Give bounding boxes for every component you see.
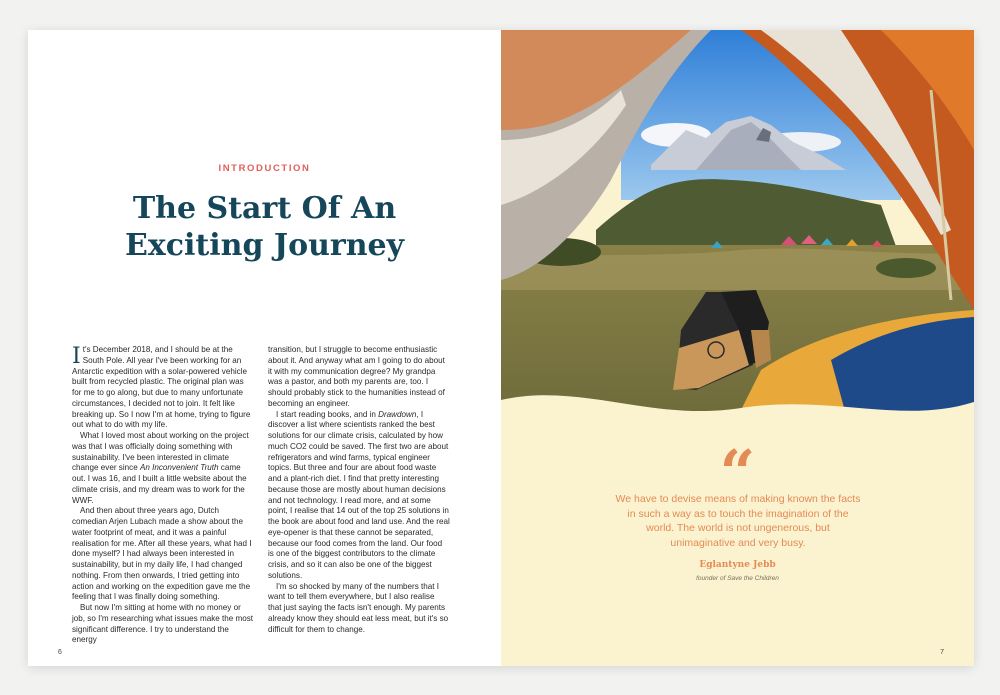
quote-mark-icon: “ [719, 436, 756, 509]
title-line-2: Exciting Journey [124, 228, 405, 263]
section-kicker: INTRODUCTION [218, 163, 311, 174]
paragraph: transition, but I struggle to become enthusiastic about it. And anyway what am I going to do about it with my communication degree? My grandpa was a pastor, and both my parents are, too. I should probably stick to the humanities instead of becoming an engineer. [268, 345, 445, 408]
tent-view-photo [501, 30, 974, 430]
quote-author: Eglantyne Jebb [699, 560, 776, 570]
paragraph [72, 345, 254, 431]
paragraph [72, 431, 254, 506]
title-line-1: The Start Of An [132, 191, 397, 226]
paragraph-text: I start reading books, and in [276, 409, 379, 419]
book-title: An Inconvenient Truth [139, 463, 219, 473]
paragraph-text: What I loved most about working on the project was that I was officially doing something with sustainability. I've been interested in climate change ever since [72, 431, 249, 473]
book-title: Drawdown [378, 409, 417, 419]
page-number-right: 7 [940, 649, 944, 656]
paragraph-text: came out. I was 16, and I built a little website about the climate crisis, and my dream was to work for the WWF. [72, 463, 247, 505]
page-number-left: 6 [58, 649, 62, 656]
paragraph: But now I'm sitting at home with no money or job, so I'm researching what issues make the most significant difference. I try to understand the energy [72, 603, 254, 645]
paragraph: I'm so shocked by many of the numbers that I want to tell them everywhere, but I also realise that just saying the facts isn't enough. My parents already know they should eat less meat, but it's so difficult for them to change. [268, 581, 449, 634]
paragraph-text: t's December 2018, and I should be at the South Pole. All year I've been working for an Antarctic expedition with a solar-powered vehicle built from recycled plastic. The original plan was for me to go along, but due to many unfortunate circumstances, I decided not to join. It felt like breaking up. So I now I'm at home, trying to figure out what to do with my life. [72, 345, 251, 430]
paragraph: And then about three years ago, Dutch comedian Arjen Lubach made a show about the water footprint of meat, and it was a painful realisation for me. After all these years, what had I done myself? I had always been interested in sustainability, but in my daily life, I had changed nothing. From then onwards, I tried getting into action and working on the expedition gave me the feeling that I was finally doing something. [72, 506, 252, 602]
body-column-1 [72, 345, 254, 646]
magazine-spread [28, 30, 974, 666]
pull-quote: We have to devise means of making known the facts in such a way as to touch the imagination of the world. The world is not ungenerous, but unimaginative and very busy. [615, 493, 861, 549]
quote-author-role: founder of Save the Children [696, 575, 779, 582]
article-title [28, 190, 501, 264]
drop-cap: I [72, 344, 81, 369]
body-column-2 [268, 345, 450, 635]
paragraph [268, 410, 450, 582]
right-page [501, 30, 974, 666]
paragraph-text: , I discover a list where scientists ranked the best solutions for our climate crisis, calculated by how much CO2 could be saved. The first two are about refrigerators and wind farms, typical engineer topics. But three and four are about food waste and a plant-rich diet. I find that pretty interesting because those are mostly about human decisions and not technology. I read more, and at some point, I realise that 14 out of the top 25 solutions in the book are about food and land use. And the real eye-opener is that these cannot be separated, because our food comes from the land. Our food is one of the biggest contributors to the climate crisis, and so it can also be one of the biggest solutions. [268, 409, 450, 580]
left-page [28, 30, 501, 666]
